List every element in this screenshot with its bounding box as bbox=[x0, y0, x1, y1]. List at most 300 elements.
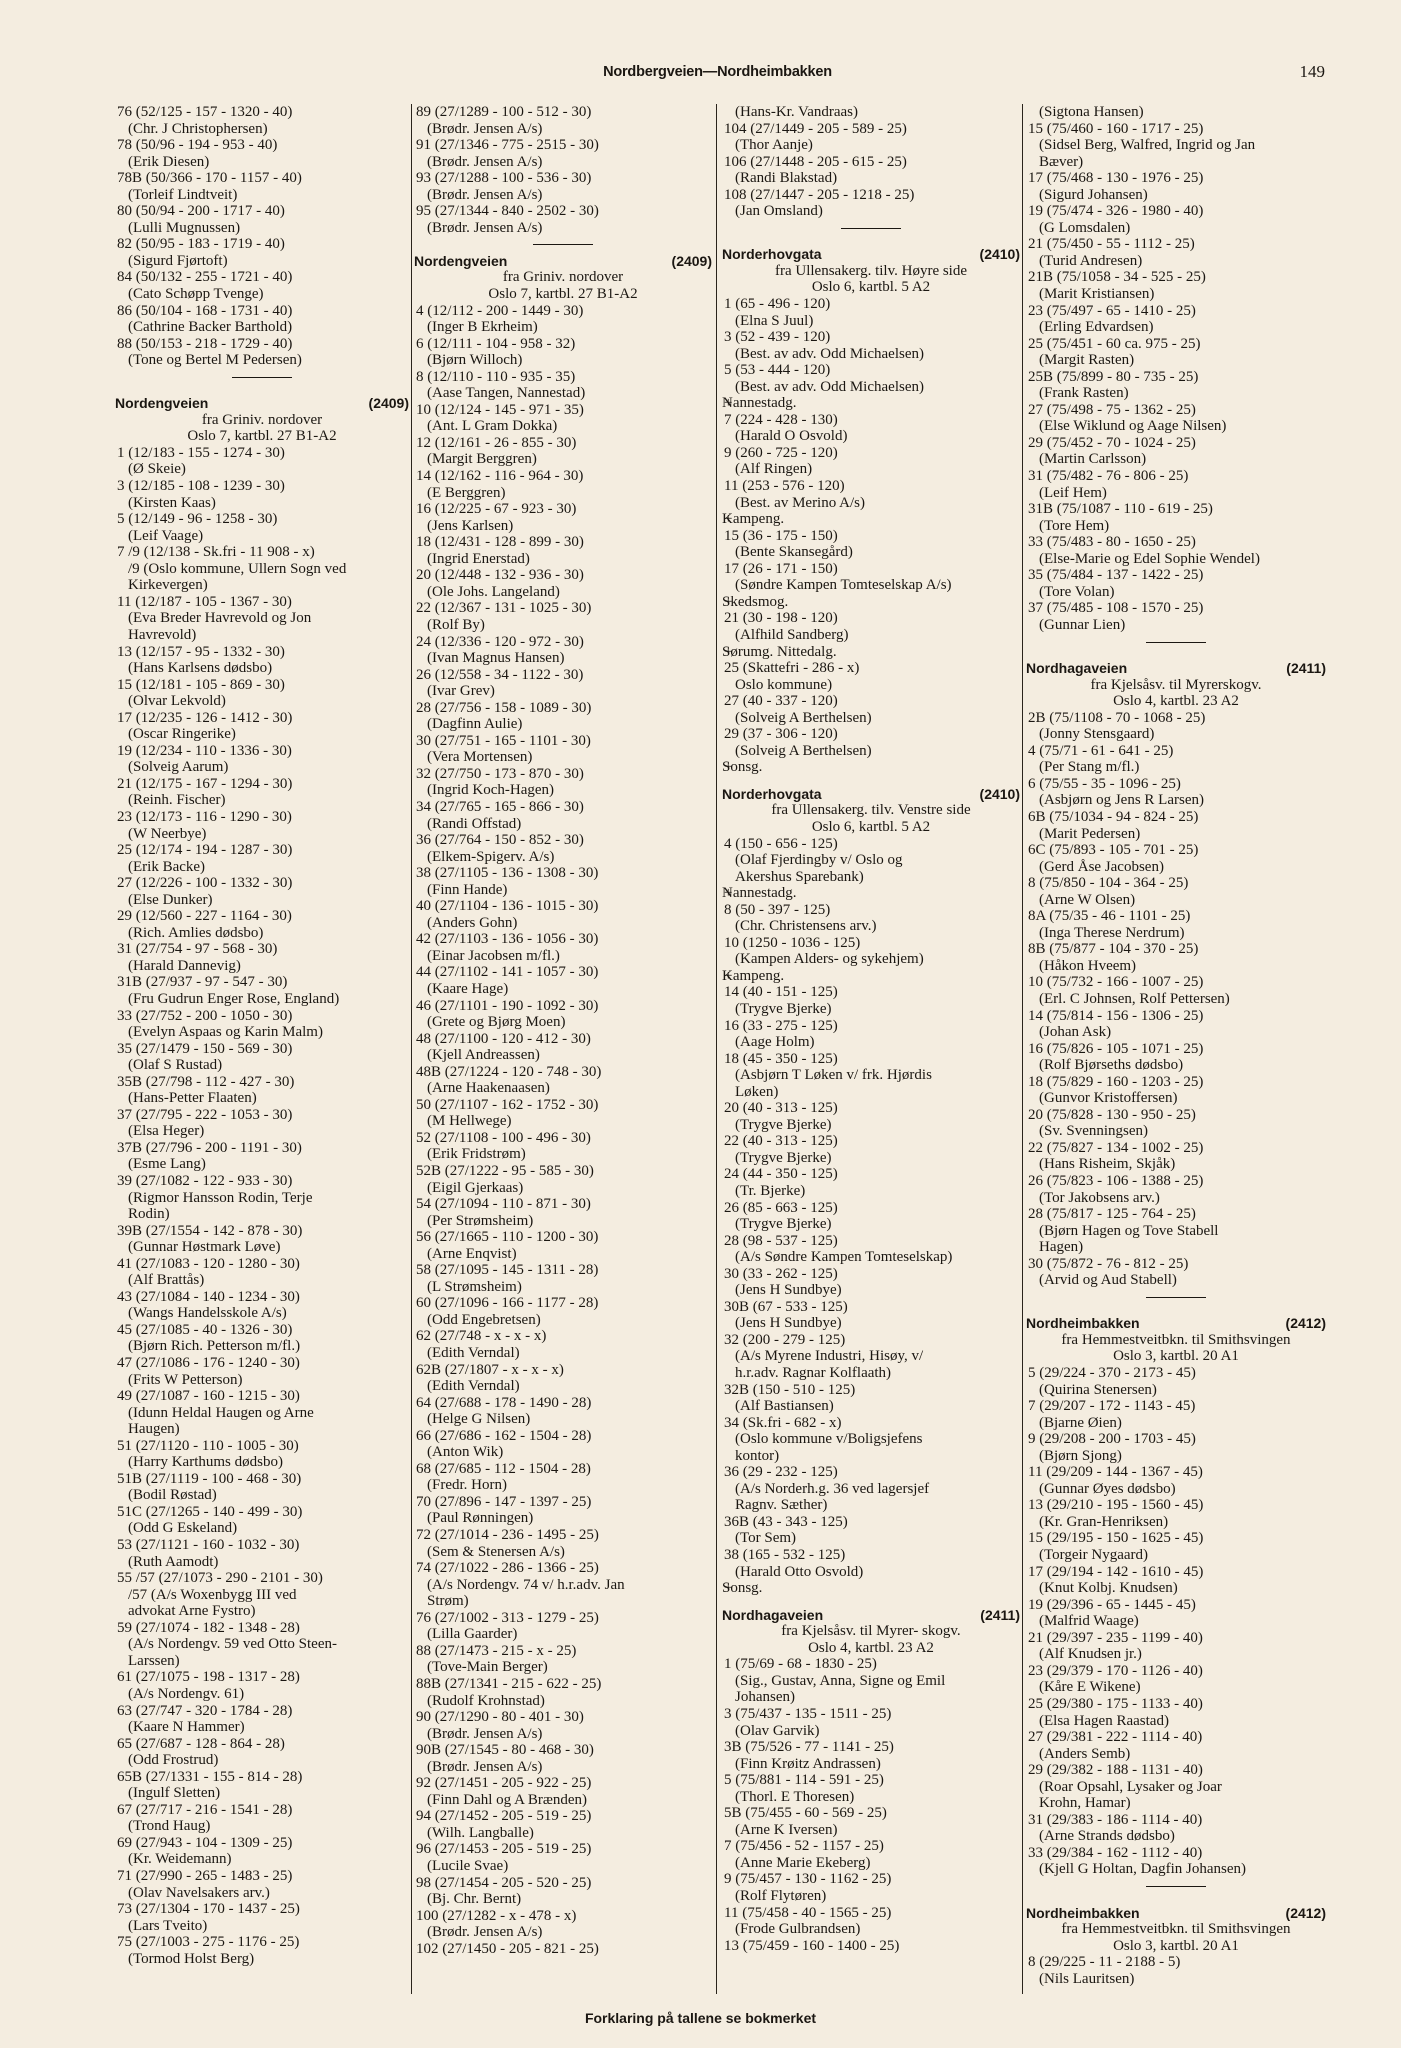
property-entry: 65 (27/687 - 128 - 864 - 28) bbox=[117, 1735, 285, 1752]
property-entry: 43 (27/1084 - 140 - 1234 - 30) bbox=[117, 1288, 300, 1305]
property-entry: 10 (1250 - 1036 - 125) bbox=[724, 934, 861, 951]
property-entry: 7 (29/207 - 172 - 1143 - 45) bbox=[1028, 1398, 1196, 1415]
property-entry: 22 (75/827 - 134 - 1002 - 25) bbox=[1028, 1139, 1204, 1156]
street-description: Oslo 7, kartbl. 27 B1-A2 bbox=[488, 286, 638, 303]
property-entry: 12 (12/161 - 26 - 855 - 30) bbox=[416, 434, 577, 451]
owner-line: (Finn Hande) bbox=[427, 881, 508, 898]
owner-line: (Aage Holm) bbox=[735, 1034, 815, 1051]
property-entry: 61 (27/1075 - 198 - 1317 - 28) bbox=[117, 1669, 300, 1686]
property-entry: 26 (75/823 - 106 - 1388 - 25) bbox=[1028, 1173, 1204, 1189]
property-entry: 25 (Skattefri - 286 - x) bbox=[724, 660, 860, 677]
property-entry: 75 (27/1003 - 275 - 1176 - 25) bbox=[117, 1934, 300, 1951]
owner-line: (Marit Kristiansen) bbox=[1039, 286, 1155, 303]
property-entry: 31 (29/383 - 186 - 1114 - 40) bbox=[1028, 1811, 1203, 1828]
property-entry: 6 (75/55 - 35 - 1096 - 25) bbox=[1028, 775, 1181, 792]
owner-line: (Gunnar Lien) bbox=[1039, 616, 1126, 633]
owner-line: Haugen) bbox=[128, 1421, 180, 1438]
property-entry: 17 (12/235 - 126 - 1412 - 30) bbox=[117, 709, 293, 726]
property-entry: 13 (29/210 - 195 - 1560 - 45) bbox=[1028, 1497, 1204, 1514]
owner-line: (Asbjørn T Løken v/ frk. Hjørdis bbox=[735, 1067, 932, 1084]
property-entry: 24 (44 - 350 - 125) bbox=[724, 1166, 838, 1183]
owner-line: (Bodil Røstad) bbox=[128, 1487, 217, 1504]
directory-column-3 bbox=[722, 104, 1020, 2009]
owner-line: (Tormod Holst Berg) bbox=[128, 1950, 255, 1967]
owner-line: (Bj. Chr. Bernt) bbox=[427, 1891, 522, 1908]
property-entry: 11 (29/209 - 144 - 1367 - 45) bbox=[1028, 1464, 1203, 1481]
owner-line: (Best. av adv. Odd Michaelsen) bbox=[735, 378, 924, 395]
property-entry: 37 (75/485 - 108 - 1570 - 25) bbox=[1028, 600, 1204, 617]
property-entry: 24 (12/336 - 120 - 972 - 30) bbox=[416, 633, 584, 650]
owner-line: (Rigmor Hansson Rodin, Terje bbox=[128, 1189, 313, 1206]
property-entry: 68 (27/685 - 112 - 1504 - 28) bbox=[416, 1460, 591, 1477]
property-entry: 10 (75/732 - 166 - 1007 - 25) bbox=[1028, 974, 1204, 991]
property-entry: 11 (253 - 576 - 120) bbox=[724, 478, 845, 495]
street-heading bbox=[722, 786, 1020, 803]
owner-line: (Alf Knudsen jr.) bbox=[1039, 1646, 1142, 1663]
property-entry: 15 (36 - 175 - 150) bbox=[724, 527, 838, 544]
section-rule bbox=[414, 236, 712, 253]
cross-street: + Sonsg. bbox=[722, 1580, 1020, 1597]
owner-line: (Håkon Hveem) bbox=[1039, 957, 1137, 974]
owner-line: (Vera Mortensen) bbox=[427, 749, 533, 766]
owner-line: (Rolf By) bbox=[427, 616, 485, 633]
property-entry: 31 (75/482 - 76 - 806 - 25) bbox=[1028, 468, 1189, 485]
owner-line: (Sig., Gustav, Anna, Signe og Emil bbox=[735, 1672, 946, 1689]
cross-street: + Sørumg. Nittedalg. bbox=[722, 644, 1020, 661]
property-entry: 5 (29/224 - 370 - 2173 - 45) bbox=[1028, 1365, 1196, 1382]
owner-line: (Arne K Iversen) bbox=[735, 1821, 838, 1838]
property-entry: 1 (12/183 - 155 - 1274 - 30) bbox=[117, 444, 285, 461]
street-description: fra Ullensakerg. tilv. Høyre side bbox=[774, 262, 968, 279]
property-entry: 20 (40 - 313 - 125) bbox=[724, 1100, 838, 1117]
section-gap bbox=[722, 236, 1020, 246]
owner-line: (Kjell Andreassen) bbox=[427, 1047, 540, 1064]
cross-street: + Nannestadg. bbox=[722, 395, 1020, 412]
owner-line: (Harald Otto Osvold) bbox=[735, 1563, 864, 1580]
owner-line: (Tone og Bertel M Pedersen) bbox=[128, 352, 302, 369]
owner-line: (Martin Carlsson) bbox=[1039, 451, 1147, 468]
property-entry: 23 (12/173 - 116 - 1290 - 30) bbox=[117, 808, 292, 825]
property-entry: 34 (27/765 - 165 - 866 - 30) bbox=[416, 798, 584, 815]
street-heading bbox=[414, 253, 712, 270]
street-heading bbox=[1026, 1905, 1326, 1922]
property-entry: 38 (165 - 532 - 125) bbox=[724, 1547, 846, 1564]
property-entry: 102 (27/1450 - 205 - 821 - 25) bbox=[416, 1940, 599, 1957]
section-gap bbox=[722, 776, 1020, 786]
street-description: Oslo 6, kartbl. 5 A2 bbox=[811, 279, 931, 296]
property-entry: 5 (53 - 444 - 120) bbox=[724, 362, 831, 379]
property-entry: 66 (27/686 - 162 - 1504 - 28) bbox=[416, 1427, 592, 1444]
owner-line: (Tr. Bjerke) bbox=[735, 1183, 806, 1199]
property-entry: 34 (Sk.fri - 682 - x) bbox=[724, 1414, 842, 1431]
street-description: Oslo 3, kartbl. 20 A1 bbox=[1113, 1348, 1239, 1365]
owner-line: (Cathrine Backer Barthold) bbox=[128, 319, 293, 336]
property-entry: 9 (75/457 - 130 - 1162 - 25) bbox=[724, 1871, 892, 1888]
owner-line: (Nils Lauritsen) bbox=[1039, 1970, 1135, 1987]
cross-street: + Kampeng. bbox=[722, 511, 1020, 528]
owner-line: (Asbjørn og Jens R Larsen) bbox=[1039, 792, 1204, 809]
property-entry: 27 (12/226 - 100 - 1332 - 30) bbox=[117, 875, 293, 892]
property-entry: 15 (75/460 - 160 - 1717 - 25) bbox=[1028, 120, 1204, 137]
property-entry: 78 (50/96 - 194 - 953 - 40) bbox=[117, 137, 278, 154]
owner-line: (Margit Rasten) bbox=[1039, 352, 1135, 369]
street-description: fra Griniv. nordover bbox=[502, 269, 624, 286]
owner-line: /9 (Oslo kommune, Ullern Sogn ved bbox=[128, 560, 347, 577]
owner-line: (Bjørn Sjong) bbox=[1039, 1447, 1122, 1464]
owner-line: (Helge G Nilsen) bbox=[427, 1411, 531, 1428]
property-entry: 32 (200 - 279 - 125) bbox=[724, 1331, 846, 1348]
property-entry: 25B (75/899 - 80 - 735 - 25) bbox=[1028, 368, 1199, 385]
owner-line: (Rudolf Krohnstad) bbox=[427, 1692, 545, 1709]
owner-line: (Idunn Heldal Haugen og Arne bbox=[128, 1404, 314, 1421]
street-description: Oslo 7, kartbl. 27 B1-A2 bbox=[187, 428, 337, 445]
owner-line: (Alf Ringen) bbox=[735, 461, 813, 478]
property-entry: 72 (27/1014 - 236 - 1495 - 25) bbox=[416, 1527, 599, 1544]
property-entry: 51 (27/1120 - 110 - 1005 - 30) bbox=[117, 1437, 299, 1454]
property-entry: 14 (12/162 - 116 - 964 - 30) bbox=[416, 468, 584, 485]
cross-street: + Kampeng. bbox=[722, 968, 1020, 985]
property-entry: 48 (27/1100 - 120 - 412 - 30) bbox=[416, 1030, 591, 1047]
owner-line: (Inga Therese Nerdrum) bbox=[1039, 924, 1185, 941]
street-heading bbox=[722, 1607, 1020, 1624]
property-entry: 13 (75/459 - 160 - 1400 - 25) bbox=[724, 1937, 900, 1954]
property-entry: 98 (27/1454 - 205 - 520 - 25) bbox=[416, 1874, 592, 1891]
owner-line: (Kaare Hage) bbox=[427, 980, 509, 997]
owner-line: (Erling Edvardsen) bbox=[1039, 319, 1154, 336]
property-entry: 27 (40 - 337 - 120) bbox=[724, 693, 838, 710]
street-code: (2410) bbox=[979, 246, 1020, 263]
property-entry: 8 (12/110 - 110 - 935 - 35) bbox=[416, 368, 576, 385]
property-entry: 40 (27/1104 - 136 - 1015 - 30) bbox=[416, 898, 599, 915]
property-entry: 5 (12/149 - 96 - 1258 - 30) bbox=[117, 511, 278, 528]
property-entry: 16 (75/826 - 105 - 1071 - 25) bbox=[1028, 1040, 1204, 1057]
property-entry: 56 (27/1665 - 110 - 1200 - 30) bbox=[416, 1229, 599, 1246]
property-entry: 11 (75/458 - 40 - 1565 - 25) bbox=[724, 1904, 892, 1921]
owner-line: Oslo kommune) bbox=[735, 676, 833, 693]
section-gap bbox=[1026, 1895, 1326, 1905]
owner-line: (Kjell G Holtan, Dagfin Johansen) bbox=[1039, 1861, 1247, 1878]
owner-line: (Jens H Sundbye) bbox=[735, 1315, 842, 1332]
owner-line: (Tove-Main Berger) bbox=[427, 1659, 548, 1676]
property-entry: 28 (75/817 - 125 - 764 - 25) bbox=[1028, 1206, 1196, 1223]
property-entry: 91 (27/1346 - 775 - 2515 - 30) bbox=[416, 137, 599, 154]
property-entry: 8B (75/877 - 104 - 370 - 25) bbox=[1028, 941, 1199, 958]
property-entry: 37 (27/795 - 222 - 1053 - 30) bbox=[117, 1106, 293, 1123]
property-entry: 1 (65 - 496 - 120) bbox=[724, 296, 831, 313]
property-entry: 16 (33 - 275 - 125) bbox=[724, 1017, 838, 1034]
owner-line: (Lucile Svae) bbox=[427, 1857, 509, 1874]
owner-line: (Hans Risheim, Skjåk) bbox=[1039, 1156, 1176, 1173]
property-entry: 35B (27/798 - 112 - 427 - 30) bbox=[117, 1073, 295, 1090]
property-entry: 4 (150 - 656 - 125) bbox=[724, 835, 838, 852]
property-entry: 48B (27/1224 - 120 - 748 - 30) bbox=[416, 1063, 602, 1080]
owner-line: (Else Dunker) bbox=[128, 891, 213, 908]
owner-line: (Gerd Åse Jacobsen) bbox=[1039, 858, 1164, 875]
owner-line: (Paul Rønningen) bbox=[427, 1510, 534, 1527]
owner-line: (Thorl. E Thoresen) bbox=[735, 1788, 855, 1805]
owner-line: (Brødr. Jensen A/s) bbox=[427, 1725, 543, 1742]
owner-line: Havrevold) bbox=[128, 626, 197, 643]
owner-line: (Thor Aanje) bbox=[735, 137, 813, 154]
owner-line: (Elna S Juul) bbox=[735, 312, 814, 329]
property-entry: 7 (224 - 428 - 130) bbox=[724, 411, 838, 428]
street-name: Norderhovgata bbox=[722, 246, 822, 263]
section-rule bbox=[115, 369, 409, 386]
property-entry: 28 (98 - 537 - 125) bbox=[724, 1232, 838, 1249]
property-entry: 33 (29/384 - 162 - 1112 - 40) bbox=[1028, 1844, 1203, 1861]
street-heading bbox=[722, 246, 1020, 263]
owner-line: (Grete og Bjørg Moen) bbox=[427, 1014, 566, 1031]
owner-line: (Frits W Petterson) bbox=[128, 1371, 243, 1388]
owner-line: (Oslo kommune v/Boligsjefens bbox=[735, 1431, 923, 1448]
street-description: fra Ullensakerg. tilv. Venstre side bbox=[771, 802, 971, 819]
owner-line: Johansen) bbox=[735, 1689, 795, 1706]
owner-line: (Anders Gohn) bbox=[427, 914, 518, 931]
owner-line: (Bjørn Willoch) bbox=[427, 352, 523, 369]
owner-line: (Trygve Bjerke) bbox=[735, 1149, 832, 1166]
property-entry: 29 (12/560 - 227 - 1164 - 30) bbox=[117, 908, 292, 925]
street-heading bbox=[1026, 660, 1326, 677]
property-entry: 28 (27/756 - 158 - 1089 - 30) bbox=[416, 699, 592, 716]
street-name: Norderhovgata bbox=[722, 785, 822, 802]
property-entry: 33 (27/752 - 200 - 1050 - 30) bbox=[117, 1007, 293, 1024]
property-entry: 8A (75/35 - 46 - 1101 - 25) bbox=[1028, 908, 1191, 925]
property-entry: 37B (27/796 - 200 - 1191 - 30) bbox=[117, 1139, 302, 1156]
property-entry: 51B (27/1119 - 100 - 468 - 30) bbox=[117, 1470, 302, 1487]
property-entry: 62 (27/748 - x - x - x) bbox=[416, 1328, 547, 1345]
owner-line: (Sv. Svenningsen) bbox=[1039, 1123, 1149, 1140]
property-entry: 88 (27/1473 - 215 - x - 25) bbox=[416, 1642, 577, 1659]
street-name: Nordheimbakken bbox=[1026, 1904, 1140, 1921]
street-name: Nordheimbakken bbox=[1026, 1315, 1140, 1332]
property-entry: 65B (27/1331 - 155 - 814 - 28) bbox=[117, 1768, 303, 1785]
property-entry: 25 (12/174 - 194 - 1287 - 30) bbox=[117, 842, 293, 859]
property-entry: 20 (75/828 - 130 - 950 - 25) bbox=[1028, 1106, 1196, 1123]
owner-line: (Turid Andresen) bbox=[1039, 252, 1143, 269]
property-entry: 19 (12/234 - 110 - 1336 - 30) bbox=[117, 742, 292, 759]
owner-line: Bæver) bbox=[1039, 153, 1084, 170]
property-entry: 17 (75/468 - 130 - 1976 - 25) bbox=[1028, 170, 1204, 187]
owner-line: (Brødr. Jensen A/s) bbox=[427, 120, 543, 137]
street-code: (2411) bbox=[1286, 660, 1326, 677]
property-entry: 17 (26 - 171 - 150) bbox=[724, 560, 838, 577]
property-entry: 62B (27/1807 - x - x - x) bbox=[416, 1361, 564, 1378]
property-entry: 30 (27/751 - 165 - 1101 - 30) bbox=[416, 732, 591, 749]
owner-line: (Leif Hem) bbox=[1039, 484, 1107, 501]
owner-line: (Oscar Ringerike) bbox=[128, 726, 236, 743]
column-divider bbox=[1022, 104, 1023, 1994]
owner-line: (Rolf Flytøren) bbox=[735, 1887, 827, 1904]
property-entry: 90B (27/1545 - 80 - 468 - 30) bbox=[416, 1742, 594, 1759]
owner-line: (Odd Engebretsen) bbox=[427, 1311, 541, 1328]
property-entry: 25 (75/451 - 60 ca. 975 - 25) bbox=[1028, 335, 1201, 352]
owner-line: (Per Strømsheim) bbox=[427, 1212, 534, 1229]
owner-line: (Anton Wik) bbox=[427, 1444, 504, 1461]
property-entry: 32B (150 - 510 - 125) bbox=[724, 1381, 856, 1398]
property-entry: 21 (12/175 - 167 - 1294 - 30) bbox=[117, 775, 293, 792]
owner-line: (Anders Semb) bbox=[1039, 1745, 1131, 1762]
owner-line: (Wangs Handelsskole A/s) bbox=[128, 1305, 287, 1322]
column-divider bbox=[411, 104, 412, 1994]
property-entry: 42 (27/1103 - 136 - 1056 - 30) bbox=[416, 931, 599, 948]
property-entry: 9 (260 - 725 - 120) bbox=[724, 444, 838, 461]
property-entry: 5B (75/455 - 60 - 569 - 25) bbox=[724, 1805, 887, 1822]
property-entry: 13 (12/157 - 95 - 1332 - 30) bbox=[117, 643, 285, 660]
property-entry: 3 (52 - 439 - 120) bbox=[724, 329, 831, 346]
owner-line: (Olav Garvik) bbox=[735, 1722, 820, 1739]
owner-line: (Rich. Amlies dødsbo) bbox=[128, 924, 264, 941]
owner-line: (Olav Navelsakers arv.) bbox=[128, 1884, 270, 1901]
street-code: (2411) bbox=[980, 1606, 1020, 1623]
owner-line: (Fru Gudrun Enger Rose, England) bbox=[128, 990, 340, 1007]
owner-line: (Chr. Christensens arv.) bbox=[735, 918, 877, 935]
owner-line: (Sigurd Fjørtoft) bbox=[128, 252, 228, 269]
section-rule bbox=[1026, 1878, 1326, 1895]
owner-line: /57 (A/s Woxenbygg III ved bbox=[128, 1586, 297, 1603]
property-entry: 35 (75/484 - 137 - 1422 - 25) bbox=[1028, 567, 1204, 584]
property-entry: 21 (29/397 - 235 - 1199 - 40) bbox=[1028, 1629, 1203, 1646]
owner-line: (Arne Enqvist) bbox=[427, 1245, 517, 1262]
owner-line: (Torgeir Nygaard) bbox=[1039, 1547, 1149, 1564]
property-entry: 46 (27/1101 - 190 - 1092 - 30) bbox=[416, 997, 599, 1014]
owner-line: (Erik Diesen) bbox=[128, 153, 210, 170]
property-entry: 73 (27/1304 - 170 - 1437 - 25) bbox=[117, 1901, 300, 1918]
property-entry: 8 (29/225 - 11 - 2188 - 5) bbox=[1028, 1954, 1181, 1971]
page-header bbox=[110, 62, 1325, 86]
street-code: (2409) bbox=[671, 252, 712, 269]
street-code: (2410) bbox=[979, 785, 1020, 802]
property-entry: 23 (29/379 - 170 - 1126 - 40) bbox=[1028, 1662, 1203, 1679]
property-entry: 41 (27/1083 - 120 - 1280 - 30) bbox=[117, 1255, 300, 1272]
owner-line: (A/s Norderh.g. 36 ved lagersjef bbox=[735, 1480, 930, 1497]
street-description: Oslo 6, kartbl. 5 A2 bbox=[811, 818, 931, 835]
owner-line: (A/s Søndre Kampen Tomteselskap) bbox=[735, 1249, 953, 1266]
owner-line: (Ø Skeie) bbox=[128, 461, 186, 478]
owner-line: (Sidsel Berg, Walfred, Ingrid og Jan bbox=[1039, 137, 1256, 154]
property-entry: 30 (33 - 262 - 125) bbox=[724, 1265, 838, 1282]
owner-line: (Harry Karthums dødsbo) bbox=[128, 1454, 283, 1471]
owner-line: (Elsa Hagen Raastad) bbox=[1039, 1712, 1169, 1729]
property-entry: 21 (30 - 198 - 120) bbox=[724, 610, 838, 627]
property-entry: 29 (29/382 - 188 - 1131 - 40) bbox=[1028, 1762, 1203, 1779]
owner-line: (Kåre E Wikene) bbox=[1039, 1679, 1141, 1696]
owner-line: (Jens Karlsen) bbox=[427, 517, 514, 534]
owner-line: (Alf Brattås) bbox=[128, 1272, 205, 1289]
running-title: Nordbergveien—Nordheimbakken bbox=[603, 64, 832, 80]
property-entry: 35 (27/1479 - 150 - 569 - 30) bbox=[117, 1040, 293, 1057]
owner-line: (Aase Tangen, Nannestad) bbox=[427, 385, 586, 402]
owner-line: (Cato Schøpp Tvenge) bbox=[128, 286, 264, 303]
property-entry: 23 (75/497 - 65 - 1410 - 25) bbox=[1028, 302, 1196, 319]
section-gap bbox=[1026, 650, 1326, 660]
property-entry: 38 (27/1105 - 136 - 1308 - 30) bbox=[416, 865, 599, 882]
owner-line: (Wilh. Langballe) bbox=[427, 1824, 534, 1841]
owner-line: advokat Arne Fystro) bbox=[128, 1603, 256, 1620]
owner-line: (Harald Dannevig) bbox=[128, 957, 241, 974]
owner-line: (Bente Skansegård) bbox=[735, 544, 853, 561]
property-entry: 19 (29/396 - 65 - 1445 - 45) bbox=[1028, 1596, 1196, 1613]
owner-line: (Alf Bastiansen) bbox=[735, 1398, 834, 1415]
property-entry: 49 (27/1087 - 160 - 1215 - 30) bbox=[117, 1388, 300, 1405]
property-entry: 21 (75/450 - 55 - 1112 - 25) bbox=[1028, 236, 1195, 253]
owner-line: (Johan Ask) bbox=[1039, 1024, 1112, 1041]
property-entry: 6B (75/1034 - 94 - 824 - 25) bbox=[1028, 808, 1199, 825]
property-entry: 1 (75/69 - 68 - 1830 - 25) bbox=[724, 1656, 877, 1673]
property-entry: 80 (50/94 - 200 - 1717 - 40) bbox=[117, 203, 285, 220]
property-entry: 31B (27/937 - 97 - 547 - 30) bbox=[117, 974, 288, 991]
property-entry: 29 (75/452 - 70 - 1024 - 25) bbox=[1028, 434, 1196, 451]
cross-street: + Nannestadg. bbox=[722, 885, 1020, 902]
directory-column-2 bbox=[414, 104, 712, 2009]
property-entry: 8 (50 - 397 - 125) bbox=[724, 901, 831, 918]
owner-line: (Hans-Petter Flaaten) bbox=[128, 1090, 257, 1107]
property-entry: 14 (75/814 - 156 - 1306 - 25) bbox=[1028, 1007, 1204, 1024]
owner-line: (A/s Nordengv. 59 ved Otto Steen- bbox=[128, 1636, 337, 1653]
owner-line: (Kr. Weidemann) bbox=[128, 1851, 232, 1868]
cross-street: + Sonsg. bbox=[722, 759, 1020, 776]
owner-line: (Olvar Lekvold) bbox=[128, 693, 226, 710]
property-entry: 6 (12/111 - 104 - 958 - 32) bbox=[416, 335, 576, 352]
owner-line: (Kirsten Kaas) bbox=[128, 494, 216, 511]
property-entry: 2B (75/1108 - 70 - 1068 - 25) bbox=[1028, 709, 1206, 726]
property-entry: 47 (27/1086 - 176 - 1240 - 30) bbox=[117, 1355, 300, 1372]
owner-line: (Else Wiklund og Aage Nilsen) bbox=[1039, 418, 1227, 435]
property-entry: 25 (29/380 - 175 - 1133 - 40) bbox=[1028, 1695, 1203, 1712]
property-entry: 32 (27/750 - 173 - 870 - 30) bbox=[416, 765, 584, 782]
property-entry: 22 (40 - 313 - 125) bbox=[724, 1133, 838, 1150]
property-entry: 30 (75/872 - 76 - 812 - 25) bbox=[1028, 1255, 1189, 1272]
property-entry: 94 (27/1452 - 205 - 519 - 25) bbox=[416, 1808, 592, 1825]
owner-line: (Arne W Olsen) bbox=[1039, 891, 1136, 908]
property-entry: 78B (50/366 - 170 - 1157 - 40) bbox=[117, 170, 302, 187]
owner-line: (E Berggren) bbox=[427, 484, 506, 501]
owner-line: Løken) bbox=[735, 1083, 779, 1100]
property-entry: 18 (75/829 - 160 - 1203 - 25) bbox=[1028, 1073, 1204, 1090]
owner-line: (Hans-Kr. Vandraas) bbox=[735, 104, 859, 120]
owner-line: (Jan Omsland) bbox=[735, 203, 823, 220]
owner-line: (Elsa Heger) bbox=[128, 1123, 205, 1140]
owner-line: (L Strømsheim) bbox=[427, 1278, 522, 1295]
property-entry: 21B (75/1058 - 34 - 525 - 25) bbox=[1028, 269, 1206, 286]
owner-line: (Ivar Grev) bbox=[427, 683, 495, 700]
owner-line: (Randi Blakstad) bbox=[735, 170, 838, 187]
owner-line: (Gunnar Øyes dødsbo) bbox=[1039, 1480, 1176, 1497]
owner-line: (Bjarne Øien) bbox=[1039, 1414, 1122, 1431]
property-entry: 44 (27/1102 - 141 - 1057 - 30) bbox=[416, 964, 599, 981]
property-entry: 6C (75/893 - 105 - 701 - 25) bbox=[1028, 842, 1199, 859]
owner-line: Krohn, Hamar) bbox=[1039, 1795, 1131, 1812]
property-entry: 59 (27/1074 - 182 - 1348 - 28) bbox=[117, 1619, 300, 1636]
owner-line: Strøm) bbox=[427, 1593, 469, 1610]
property-entry: 11 (12/187 - 105 - 1367 - 30) bbox=[117, 593, 292, 610]
property-entry: 88B (27/1341 - 215 - 622 - 25) bbox=[416, 1675, 602, 1692]
property-entry: 22 (12/367 - 131 - 1025 - 30) bbox=[416, 600, 592, 617]
section-gap bbox=[1026, 1305, 1326, 1315]
property-entry: 84 (50/132 - 255 - 1721 - 40) bbox=[117, 269, 293, 286]
street-name: Nordengveien bbox=[115, 395, 209, 412]
cross-street: + Skedsmog. bbox=[722, 594, 1020, 611]
owner-line: (Søndre Kampen Tomteselskap A/s) bbox=[735, 577, 952, 594]
property-entry: 3 (75/437 - 135 - 1511 - 25) bbox=[724, 1705, 892, 1722]
owner-line: (Esme Lang) bbox=[128, 1156, 206, 1173]
property-entry: 18 (12/431 - 128 - 899 - 30) bbox=[416, 534, 584, 551]
owner-line: (Margit Berggren) bbox=[427, 451, 537, 468]
owner-line: (Ant. L Gram Dokka) bbox=[427, 418, 558, 435]
property-entry: 31 (27/754 - 97 - 568 - 30) bbox=[117, 941, 278, 958]
owner-line: (Jens H Sundbye) bbox=[735, 1282, 842, 1299]
owner-line: (Trygve Bjerke) bbox=[735, 1116, 832, 1133]
owner-line: (Reinh. Fischer) bbox=[128, 792, 226, 809]
